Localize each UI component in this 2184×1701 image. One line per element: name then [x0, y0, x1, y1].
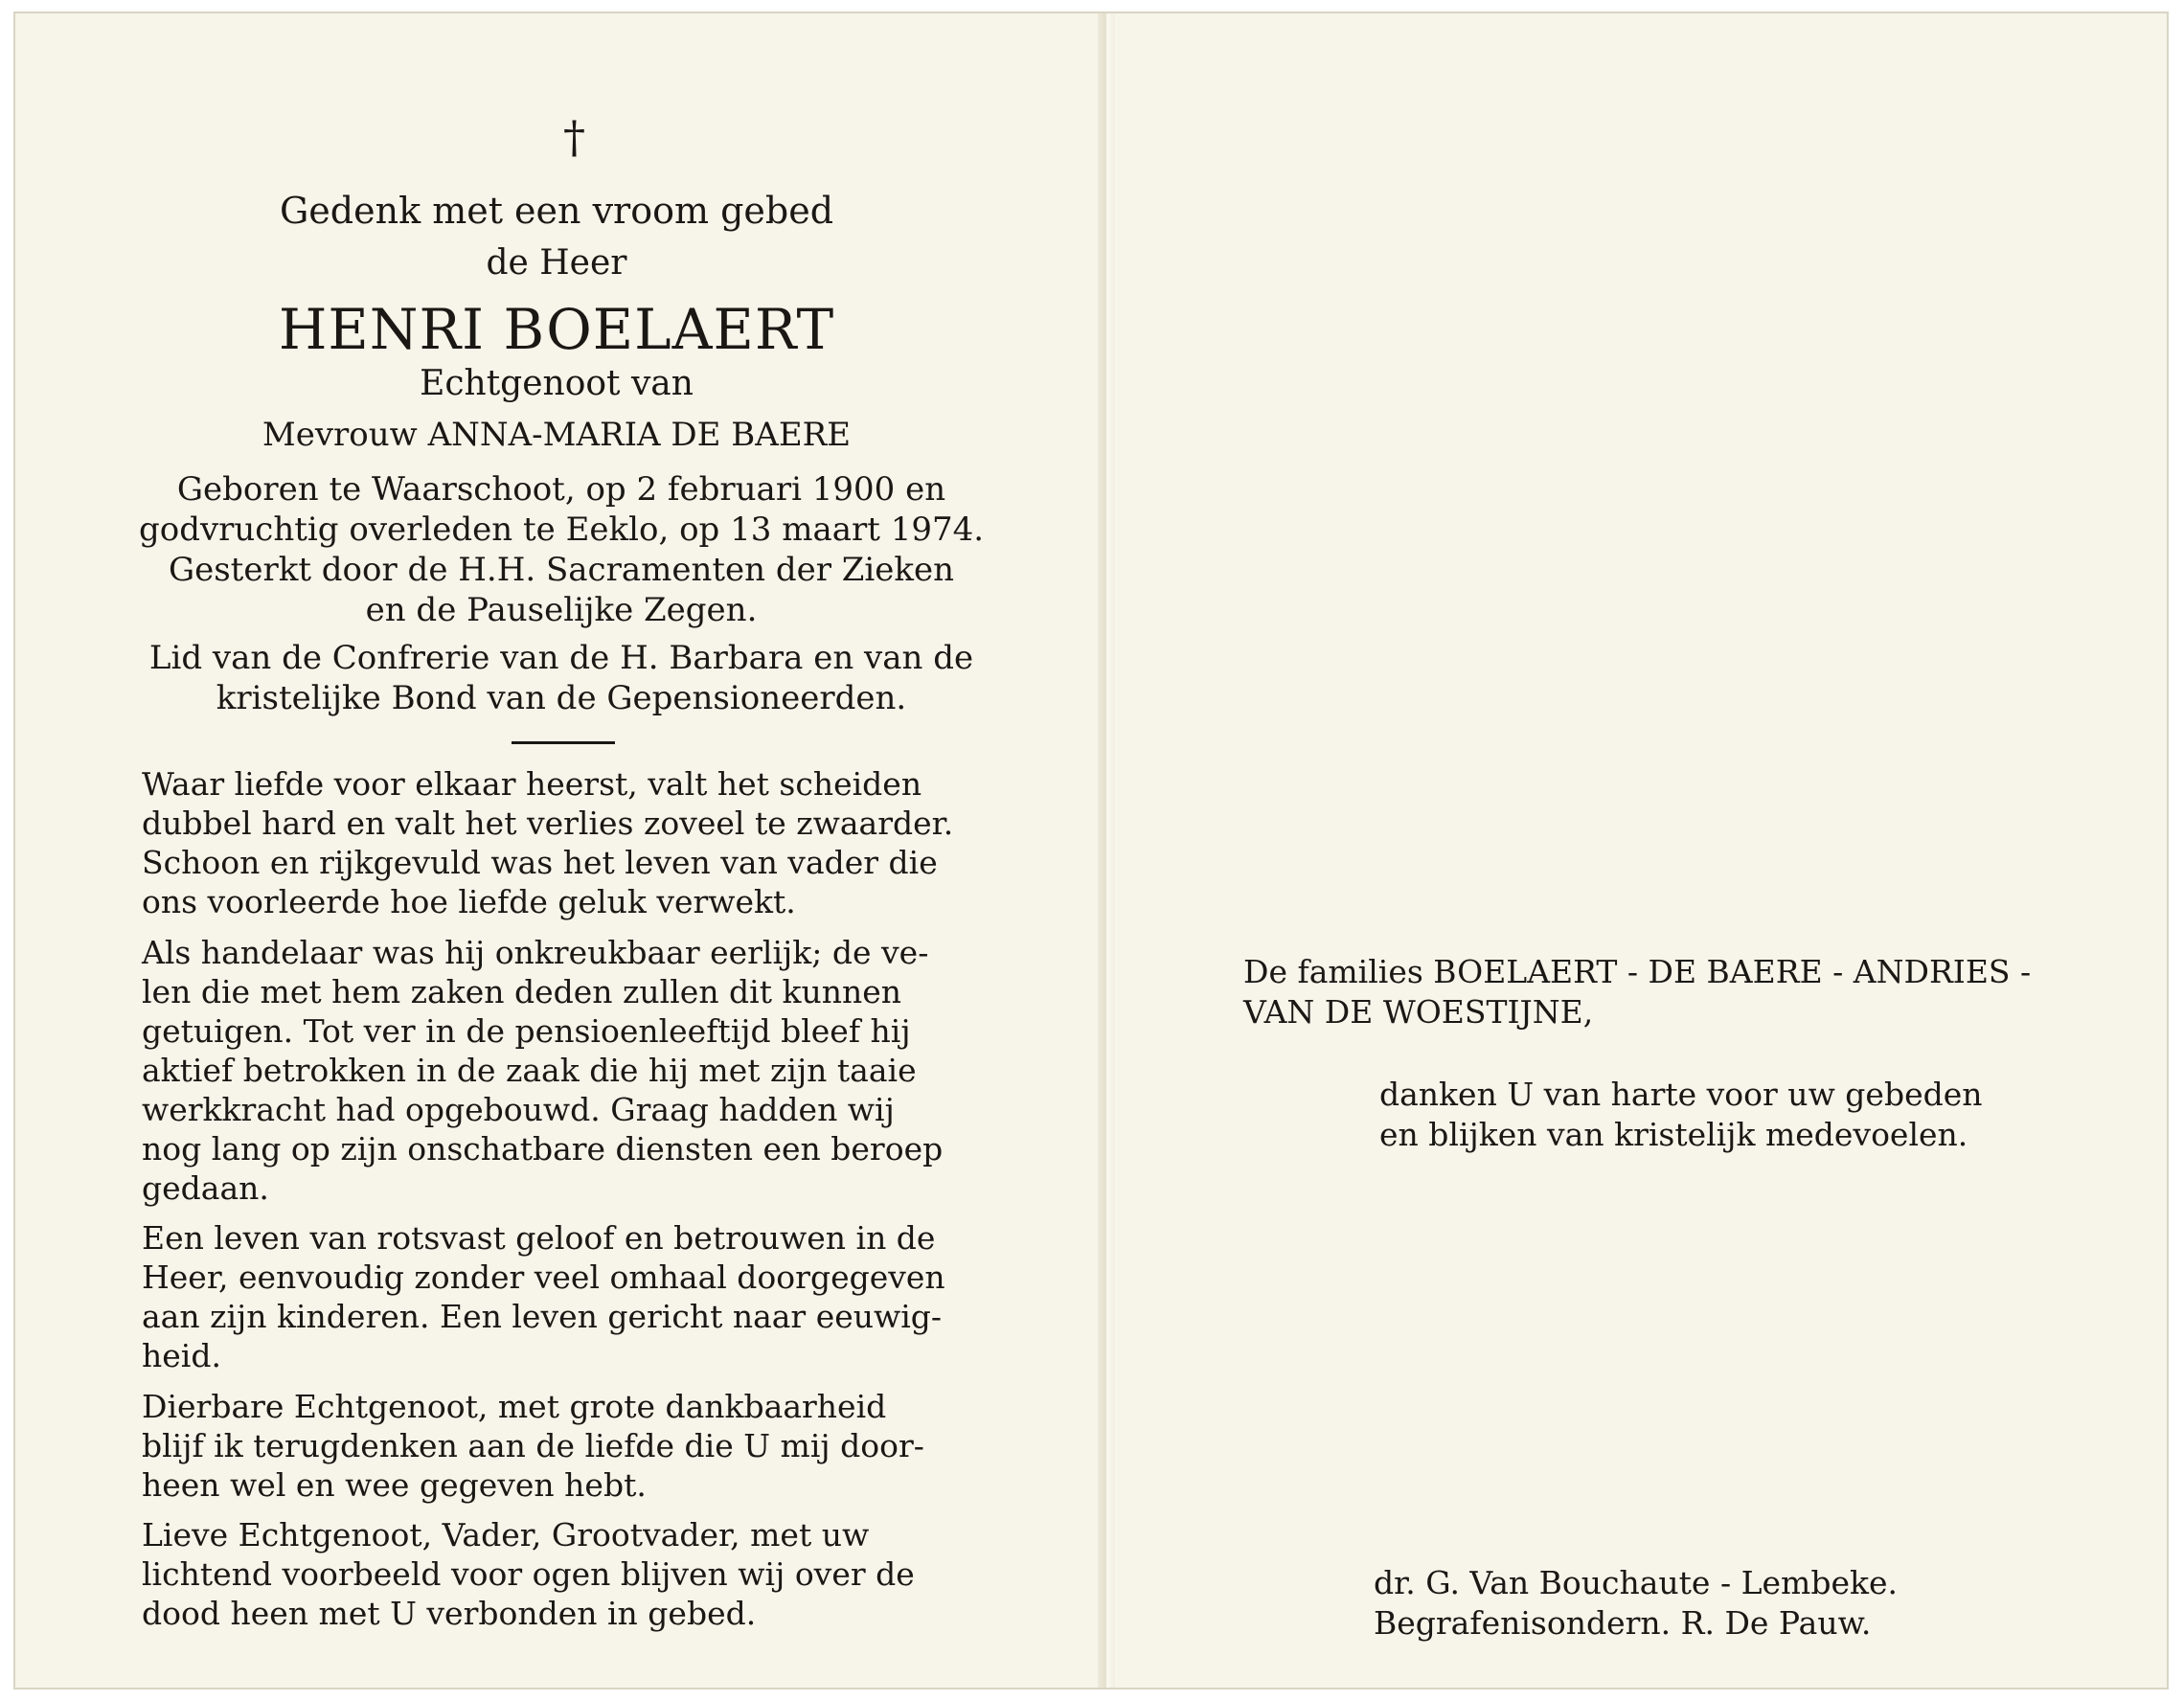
- left-panel: [15, 13, 1098, 1688]
- text-line: Begrafenisondern. R. De Pauw.: [1374, 1604, 1872, 1642]
- text-line: godvruchtig overleden te Eeklo, op 13 maart 1974.: [138, 510, 985, 549]
- printer-credits: [1374, 1563, 2044, 1644]
- text-line: heid.: [142, 1337, 221, 1374]
- text-line: Een leven van rotsvast geloof en betrouwen in de: [142, 1219, 936, 1257]
- text-line: en blijken van kristelijk medevoelen.: [1379, 1116, 1968, 1153]
- text-line: dr. G. Van Bouchaute - Lembeke.: [1374, 1564, 1898, 1601]
- text-line: Schoon en rijkgevuld was het leven van vader die: [142, 844, 938, 881]
- paragraph-4: [142, 1387, 985, 1505]
- invocation: Gedenk met een vroom gebed: [279, 190, 834, 232]
- honorific: de Heer: [486, 243, 627, 283]
- text-line: werkkracht had opgebouwd. Graag hadden wij: [142, 1091, 895, 1128]
- spouse-of-label: Echtgenoot van: [420, 364, 694, 403]
- paragraph-3: [142, 1218, 985, 1375]
- text-line: aktief betrokken in de zaak die hij met zijn taaie: [142, 1052, 917, 1089]
- text-line: dubbel hard en valt het verlies zoveel te zwaarder.: [142, 805, 954, 842]
- text-line: dood heen met U verbonden in gebed.: [142, 1595, 757, 1632]
- text-line: VAN DE WOESTIJNE,: [1243, 993, 1594, 1031]
- membership-details: [130, 638, 992, 718]
- card-fold: [1098, 13, 1115, 1688]
- spouse-name: Mevrouw ANNA-MARIA DE BAERE: [262, 416, 852, 454]
- birth-death-details: [130, 469, 992, 630]
- text-line: Gesterkt door de H.H. Sacramenten der Zieken: [168, 551, 955, 589]
- cross-icon: †: [563, 111, 585, 163]
- text-line: gedaan.: [142, 1169, 269, 1207]
- paragraph-1: [142, 764, 985, 921]
- text-line: nog lang op zijn onschatbare diensten een beroep: [142, 1130, 944, 1168]
- text-line: getuigen. Tot ver in de pensioenleeftijd bleef hij: [142, 1012, 911, 1050]
- text-line: lichtend voorbeeld voor ogen blijven wij over de: [142, 1555, 915, 1593]
- text-line: danken U van harte voor uw gebeden: [1379, 1076, 1983, 1113]
- text-line: Lieve Echtgenoot, Vader, Grootvader, met uw: [142, 1516, 870, 1554]
- text-line: blijf ik terugdenken aan de liefde die U mij door-: [142, 1427, 924, 1464]
- text-line: Heer, eenvoudig zonder veel omhaal doorgegeven: [142, 1259, 945, 1296]
- text-line: Waar liefde voor elkaar heerst, valt het scheiden: [142, 765, 922, 803]
- paragraph-5: [142, 1515, 985, 1633]
- text-line: Geboren te Waarschoot, op 2 februari 1900 en: [176, 470, 946, 509]
- right-panel: [1115, 13, 2169, 1688]
- thanks-message: [1379, 1075, 2050, 1155]
- text-line: ons voorleerde hoe liefde geluk verwekt.: [142, 883, 796, 920]
- text-line: aan zijn kinderen. Een leven gericht naar eeuwig-: [142, 1298, 943, 1335]
- divider: [512, 741, 615, 744]
- text-line: kristelijke Bond van de Gepensioneerden.: [216, 679, 907, 717]
- text-line: Dierbare Echtgenoot, met grote dankbaarheid: [142, 1388, 887, 1425]
- text-line: De families BOELAERT - DE BAERE - ANDRIES -: [1243, 953, 2032, 990]
- text-line: len die met hem zaken deden zullen dit kunnen: [142, 973, 902, 1010]
- text-line: en de Pauselijke Zegen.: [365, 591, 758, 629]
- memorial-card: [13, 11, 2169, 1690]
- paragraph-2: [142, 933, 985, 1208]
- text-line: heen wel en wee gegeven hebt.: [142, 1466, 647, 1504]
- text-line: Lid van de Confrerie van de H. Barbara en van de: [148, 639, 974, 677]
- deceased-name: HENRI BOELAERT: [278, 297, 835, 362]
- families-line: [1243, 952, 2067, 1032]
- text-line: Als handelaar was hij onkreukbaar eerlijk; de ve-: [142, 934, 929, 971]
